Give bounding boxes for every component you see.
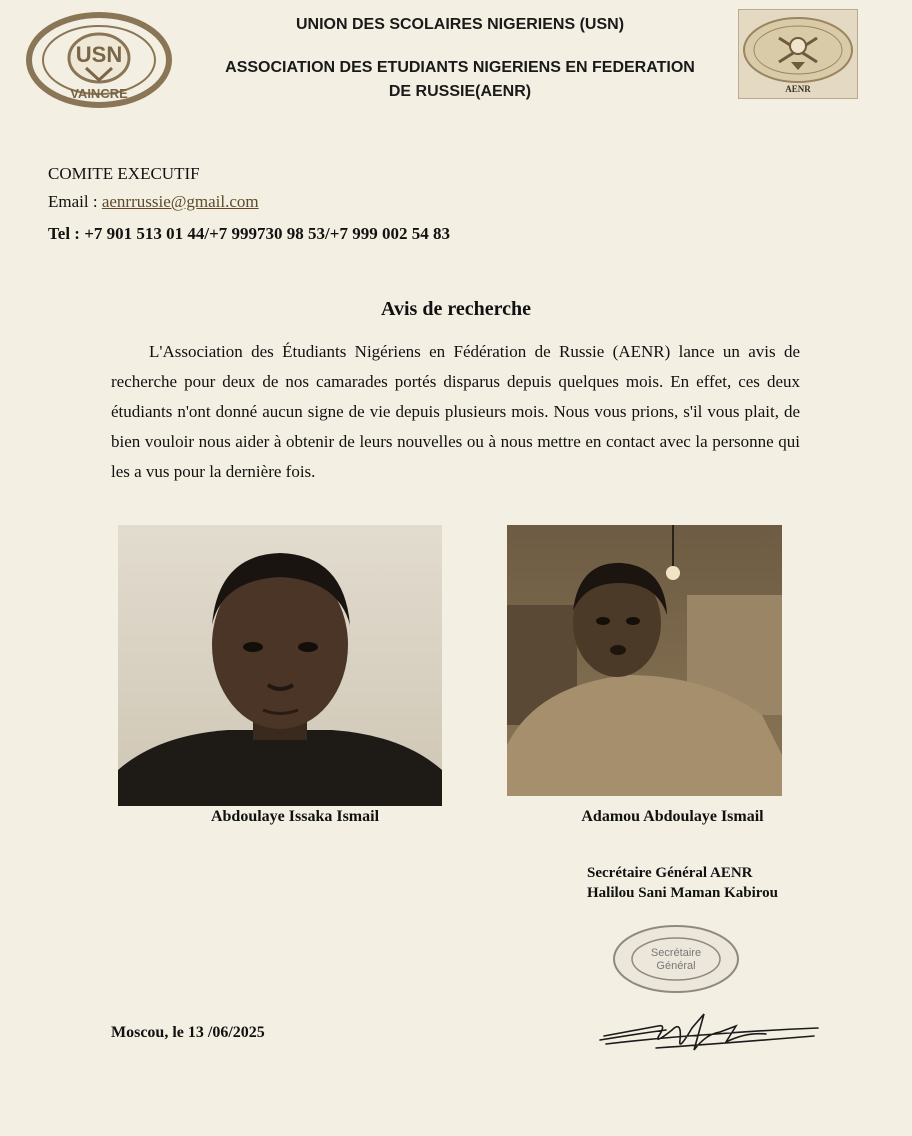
committee-label: COMITE EXECUTIF xyxy=(48,164,200,183)
svg-text:AENR: AENR xyxy=(785,84,811,94)
person-portrait-icon xyxy=(507,525,782,796)
org-title-aenr-line1: ASSOCIATION DES ETUDIANTS NIGERIENS EN FEDERATION xyxy=(225,59,695,76)
person-1-name: Abdoulaye Issaka Ismail xyxy=(210,808,380,825)
org-title-aenr-line2: DE RUSSIE(AENR) xyxy=(388,83,532,100)
place-date: Moscou, le 13 /06/2025 xyxy=(111,1024,265,1041)
signatory-role: Secrétaire Général AENR xyxy=(587,865,753,881)
photo-person-1 xyxy=(118,525,442,806)
org-title-usn: UNION DES SCOLAIRES NIGERIENS (USN) xyxy=(295,16,625,33)
svg-text:USN: USN xyxy=(75,42,123,67)
notice-title: Avis de recherche xyxy=(381,298,531,320)
svg-text:VAINCRE: VAINCRE xyxy=(70,86,128,101)
official-stamp-icon xyxy=(606,922,746,996)
aenr-emblem-icon xyxy=(739,10,857,98)
svg-text:Secrétaire: Secrétaire xyxy=(650,947,702,959)
handwritten-signature-icon xyxy=(596,1004,822,1060)
signatory-name: Halilou Sani Maman Kabirou xyxy=(587,885,779,901)
usn-logo xyxy=(24,10,174,110)
notice-body: L'Association des Étudiants Nigériens en Fédération de Russie (AENR) lance un avis de recherche pour deux de nos camarades portés disparus depuis quelques mois. En effet, ces deux étudiants n'ont donné aucun signe de vie depuis plusieurs mois. Nous vous prions, s'il vous plait, de bien vouloir nous aider à obtenir de leurs nouvelles ou à nous mettre en contact avec la personne qui les a vus pour la dernière fois. xyxy=(111,342,800,481)
email-line xyxy=(48,192,259,212)
org-title-aenr xyxy=(200,56,720,104)
person-2-name: Adamou Abdoulaye Ismail xyxy=(581,808,764,825)
email-label: Email : xyxy=(48,192,102,211)
email-link[interactable]: aenrrussie@gmail.com xyxy=(101,192,259,211)
aenr-logo xyxy=(738,9,858,99)
svg-text:Général: Général xyxy=(656,960,696,972)
person-portrait-icon xyxy=(118,525,442,806)
phone-line: Tel : +7 901 513 01 44/+7 999730 98 53/+7 999 002 54 83 xyxy=(48,224,450,243)
photo-person-2 xyxy=(507,525,782,796)
